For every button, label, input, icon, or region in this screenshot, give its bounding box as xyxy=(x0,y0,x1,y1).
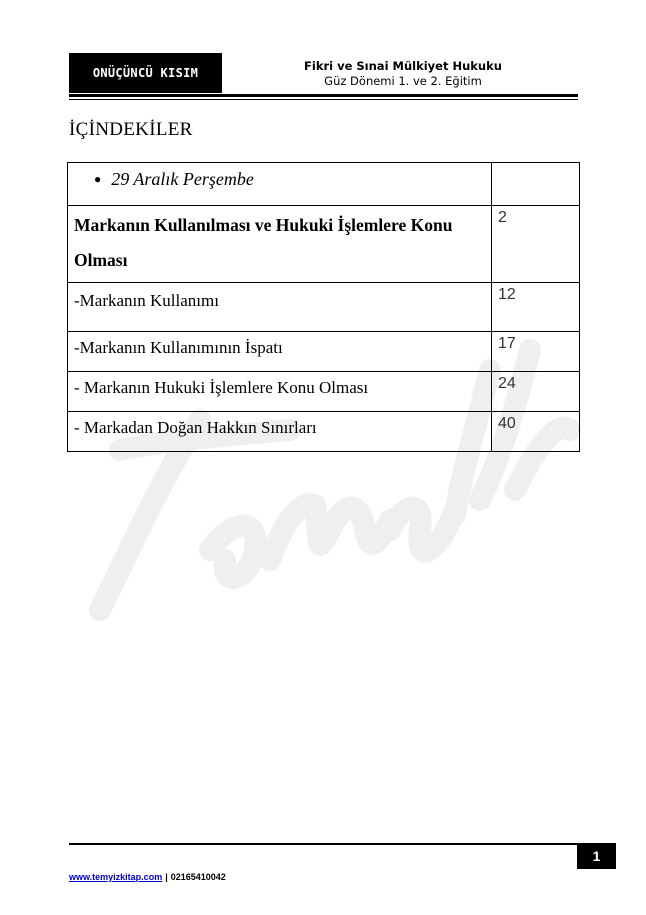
page-number: 1 xyxy=(577,843,616,869)
toc-entry-label: Markanın Kullanılması ve Hukuki İşlemlere Konu Olması xyxy=(68,206,492,283)
footer-separator: | xyxy=(165,872,168,882)
course-title: Fikri ve Sınai Mülkiyet Hukuku xyxy=(304,59,502,73)
toc-entry-label: - Markanın Hukuki İşlemlere Konu Olması xyxy=(68,372,492,412)
toc-entry-label: - Markadan Doğan Hakkın Sınırları xyxy=(68,412,492,452)
course-subtitle: Güz Dönemi 1. ve 2. Eğitim xyxy=(324,74,482,88)
toc-entry-label: -Markanın Kullanımının İspatı xyxy=(68,332,492,372)
phone-number: 02165410042 xyxy=(170,872,226,882)
section-label: ONÜÇÜNCÜ KISIM xyxy=(69,53,222,93)
toc-page: 40 xyxy=(492,412,580,452)
toc-row xyxy=(68,332,580,372)
toc-row xyxy=(68,206,580,283)
toc-table xyxy=(67,162,580,452)
header-rule-thick xyxy=(69,94,578,97)
toc-page: 24 xyxy=(492,372,580,412)
toc-page: 2 xyxy=(492,206,580,283)
toc-heading: İÇİNDEKİLER xyxy=(69,119,193,140)
toc-page: 12 xyxy=(492,283,580,332)
toc-date-cell xyxy=(68,163,492,206)
footer-contact xyxy=(69,872,226,882)
toc-date-label: 29 Aralık Perşembe xyxy=(111,169,254,189)
footer-rule xyxy=(69,843,577,845)
bullet-icon: ● xyxy=(94,172,102,186)
toc-entry-label: -Markanın Kullanımı xyxy=(68,283,492,332)
toc-page: 17 xyxy=(492,332,580,372)
toc-row xyxy=(68,372,580,412)
toc-row xyxy=(68,163,580,206)
header-rule-thin xyxy=(69,99,578,100)
toc-row xyxy=(68,283,580,332)
toc-page xyxy=(492,163,580,206)
toc-row xyxy=(68,412,580,452)
website-link[interactable]: www.temyizkitap.com xyxy=(69,872,163,882)
header-right xyxy=(230,59,576,89)
